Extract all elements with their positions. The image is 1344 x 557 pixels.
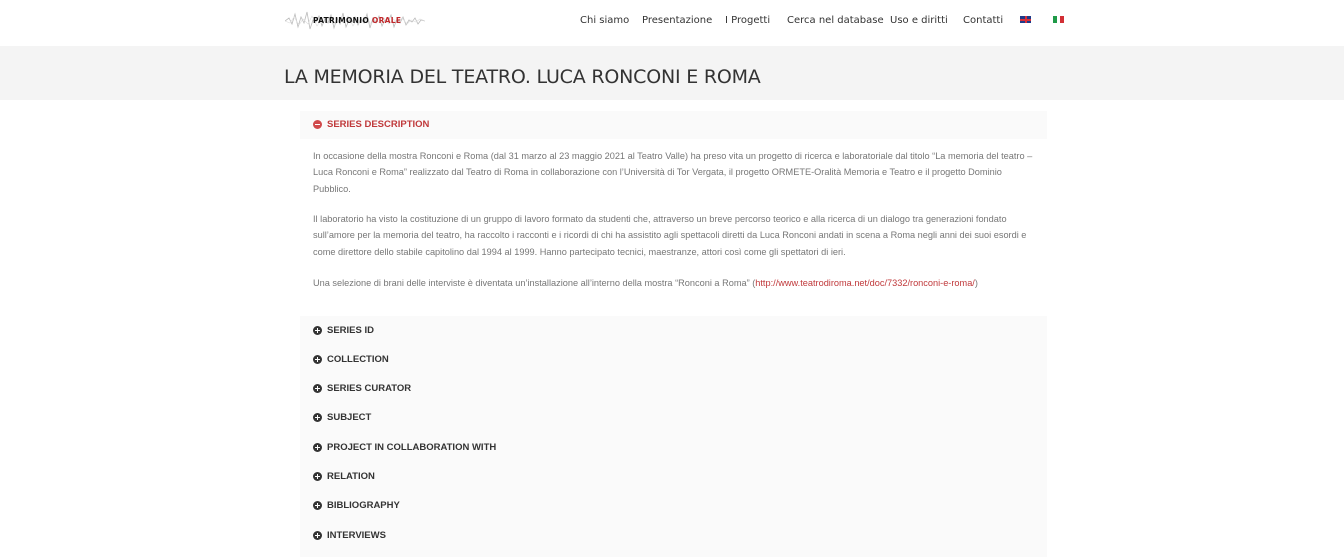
accordion-interviews[interactable] [300, 526, 1047, 546]
accordion-series-description[interactable] [300, 111, 1047, 139]
accordion-subject[interactable] [300, 408, 1047, 428]
description-paragraph-3: Una selezione di brani delle interviste è diventata un’installazione all’interno della mostra “Ronconi a Roma” (http://www.teatrodiroma.net/doc/7332/ronconi-e-roma/) [313, 278, 978, 288]
accordion-label: RELATION [327, 471, 375, 482]
plus-circle-icon [313, 443, 322, 452]
nav-item-presentazione[interactable]: Presentazione [642, 15, 713, 26]
logo-text: PATRIMONIO ORALE [313, 16, 402, 25]
nav-item-contatti[interactable]: Contatti [963, 15, 1004, 26]
accordion-label: SERIES ID [327, 325, 374, 336]
plus-circle-icon [313, 384, 322, 393]
accordion-label: SUBJECT [327, 412, 372, 423]
accordion-label: SERIES CURATOR [327, 383, 412, 394]
page-title: LA MEMORIA DEL TEATRO. LUCA RONCONI E ROMA [284, 66, 761, 88]
accordion-label: COLLECTION [327, 354, 389, 365]
accordion-relation[interactable] [300, 467, 1047, 487]
minus-circle-icon [313, 120, 322, 129]
accordion-label: PROJECT IN COLLABORATION WITH [327, 442, 497, 453]
main-nav [0, 15, 1344, 29]
accordion-label: INTERVIEWS [327, 530, 386, 541]
italy-flag-icon[interactable] [1053, 16, 1064, 23]
plus-circle-icon [313, 472, 322, 481]
plus-circle-icon [313, 413, 322, 422]
nav-item-chi-siamo[interactable]: Chi siamo [580, 15, 630, 26]
uk-flag-icon[interactable] [1020, 16, 1031, 23]
nav-item-uso-e-diritti[interactable]: Uso e diritti [890, 15, 948, 26]
teatrodiroma-link[interactable]: http://www.teatrodiroma.net/doc/7332/ronconi-e-roma/ [755, 278, 975, 288]
accordion-series-curator[interactable] [300, 379, 1047, 399]
nav-item-cerca-nel-database[interactable]: Cerca nel database [787, 15, 884, 26]
plus-circle-icon [313, 531, 322, 540]
plus-circle-icon [313, 326, 322, 335]
accordion-bibliography[interactable] [300, 496, 1047, 516]
accordion-label: BIBLIOGRAPHY [327, 500, 400, 511]
description-paragraph-2: Il laboratorio ha visto la costituzione di un gruppo di lavoro formato da studenti che, attraverso un breve percorso teorico e alla ricerca di un dialogo tra generazioni fondato sull’amore per la memoria del teatro, ha raccolto i racconti e i ricordi di chi ha assistito agli spettacoli diretti da Luca Ronconi andati in scena a Roma negli anni dei suoi esordi e come direttore dello stabile capitolino dal 1994 al 1999. Hanno partecipato tecnici, maestranze, attori così come gli spettatori di ieri. [313, 214, 1027, 257]
accordion-series-id[interactable] [300, 321, 1047, 341]
plus-circle-icon [313, 355, 322, 364]
page-title-band [0, 46, 1344, 100]
accordion-project-in-collaboration-with[interactable] [300, 438, 1047, 458]
accordion-collapsed-sections [300, 316, 1047, 557]
nav-item-i-progetti[interactable]: I Progetti [725, 15, 771, 26]
site-header [0, 0, 1344, 46]
description-paragraph-1: In occasione della mostra Ronconi e Roma (dal 31 marzo al 23 maggio 2021 al Teatro Valle) ha preso vita un progetto di ricerca e laboratoriale dal titolo “La memoria del teatro – Luca Ronconi e Roma” realizzato dal Teatro di Roma in collaborazione con l’Università di Tor Vergata, il progetto ORMETE-Oralità Memoria e Teatro e il progetto Dominio Pubblico. [313, 151, 1033, 194]
accordion-collection[interactable] [300, 350, 1047, 370]
plus-circle-icon [313, 501, 322, 510]
accordion-label: SERIES DESCRIPTION [327, 119, 430, 130]
